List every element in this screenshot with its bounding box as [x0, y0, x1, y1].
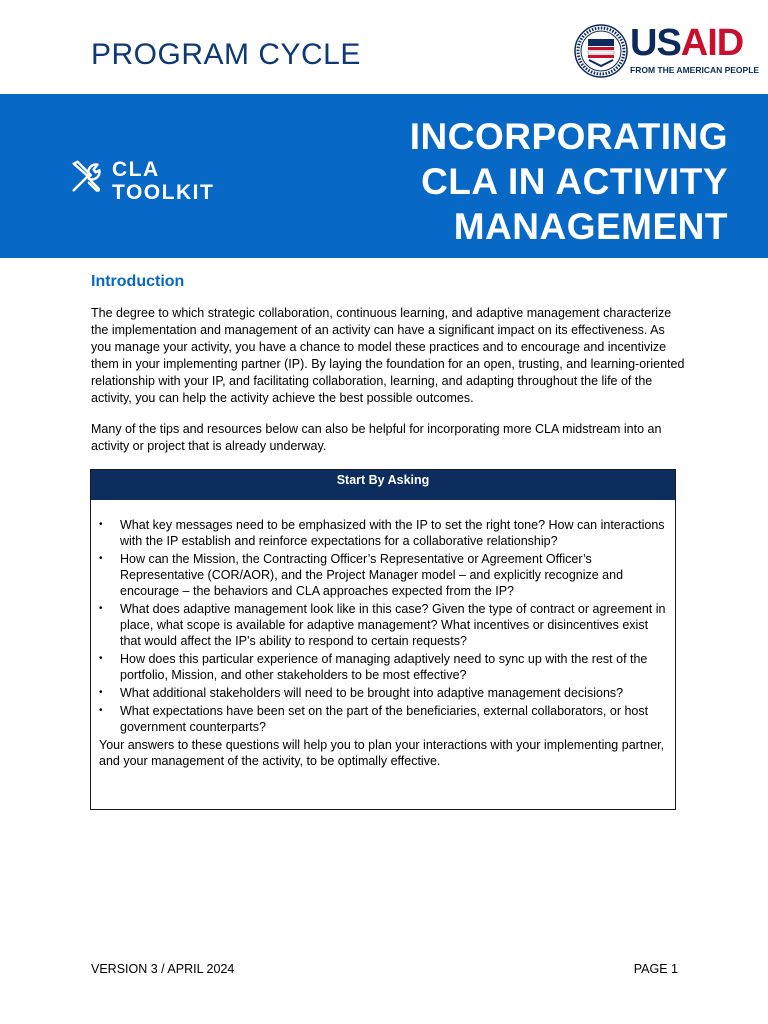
question-item — [99, 651, 667, 683]
question-item — [99, 601, 667, 649]
page-number: PAGE 1 — [633, 962, 678, 976]
closing-note: Your answers to these questions will help you to plan your interactions with your implementing partner, and your management of the activity, to be optimally effective. — [99, 738, 665, 768]
question-text: How does this particular experience of managing adaptively need to sync up with the rest of the portfolio, Mission, and other stakeholders to be most effective? — [120, 652, 648, 682]
bullet-icon: • — [99, 687, 103, 698]
page-title — [328, 114, 728, 249]
start-by-asking-box — [90, 469, 676, 810]
start-by-asking-title: Start By Asking — [91, 470, 675, 500]
usaid-us: US — [630, 22, 681, 64]
question-item — [99, 685, 667, 701]
toolkit-line-1: CLA — [112, 158, 160, 181]
question-text: What does adaptive management look like in this case? Given the type of contract or agreement in place, what scope is available for adaptive management? What incentives or disincentives exist that would affect the IP’s ability to respond to certain requests? — [120, 602, 666, 648]
wrench-screwdriver-icon — [68, 158, 106, 196]
intro-paragraph-1: The degree to which strategic collaboration, continuous learning, and adaptive management characterize the implementation and management of an activity can have a significant impact on its effectiveness. As you manage your activity, you have a chance to model these practices and to encourage and incentivize them in your implementing partner (IP). By laying the foundation for an open, trusting, and learning-oriented relationship with your IP, and facilitating collaboration, learning, and adapting throughout the life of the activity, you can help the activity achieve the best possible outcomes. — [91, 306, 685, 405]
program-cycle-label: PROGRAM CYCLE — [91, 38, 361, 71]
title-line-2: CLA IN ACTIVITY — [421, 161, 728, 202]
bullet-icon: • — [99, 553, 103, 564]
usaid-tagline: FROM THE AMERICAN PEOPLE — [630, 65, 760, 75]
title-banner — [0, 94, 768, 258]
version-label: VERSION 3 / APRIL 2024 — [91, 962, 235, 976]
bullet-icon: • — [99, 653, 103, 664]
title-line-1: INCORPORATING — [409, 116, 728, 157]
cla-toolkit-label — [112, 158, 214, 204]
question-item — [99, 517, 667, 549]
toolkit-line-2: TOOLKIT — [112, 181, 215, 204]
bullet-icon: • — [99, 519, 103, 530]
intro-paragraph-2: Many of the tips and resources below can also be helpful for incorporating more CLA midstream into an activity or project that is already underway. — [91, 422, 662, 453]
question-item — [99, 703, 667, 735]
question-text: What additional stakeholders will need to be brought into adaptive management decisions? — [120, 686, 624, 700]
question-item — [99, 551, 667, 599]
bullet-icon: • — [99, 705, 103, 716]
page-header — [0, 0, 768, 94]
usaid-seal-icon — [574, 24, 628, 78]
introduction-heading: Introduction — [91, 273, 185, 290]
usaid-aid: AID — [680, 22, 744, 64]
question-text: What key messages need to be emphasized with the IP to set the right tone? How can interactions with the IP establish and reinforce expectations for a collaborative relationship? — [120, 518, 665, 548]
question-text: How can the Mission, the Contracting Officer’s Representative or Agreement Officer’s Representative (COR/AOR), and the Project Manager model – and explicitly recognize and encourage – the behaviors and CLA approaches expected from the IP? — [120, 552, 624, 598]
usaid-wordmark — [630, 24, 743, 62]
usaid-logo — [574, 22, 760, 80]
bullet-icon: • — [99, 603, 103, 614]
question-list — [91, 500, 675, 735]
title-line-3: MANAGEMENT — [453, 206, 728, 247]
question-text: What expectations have been set on the part of the beneficiaries, external collaborators, or host government counterparts? — [120, 704, 649, 734]
